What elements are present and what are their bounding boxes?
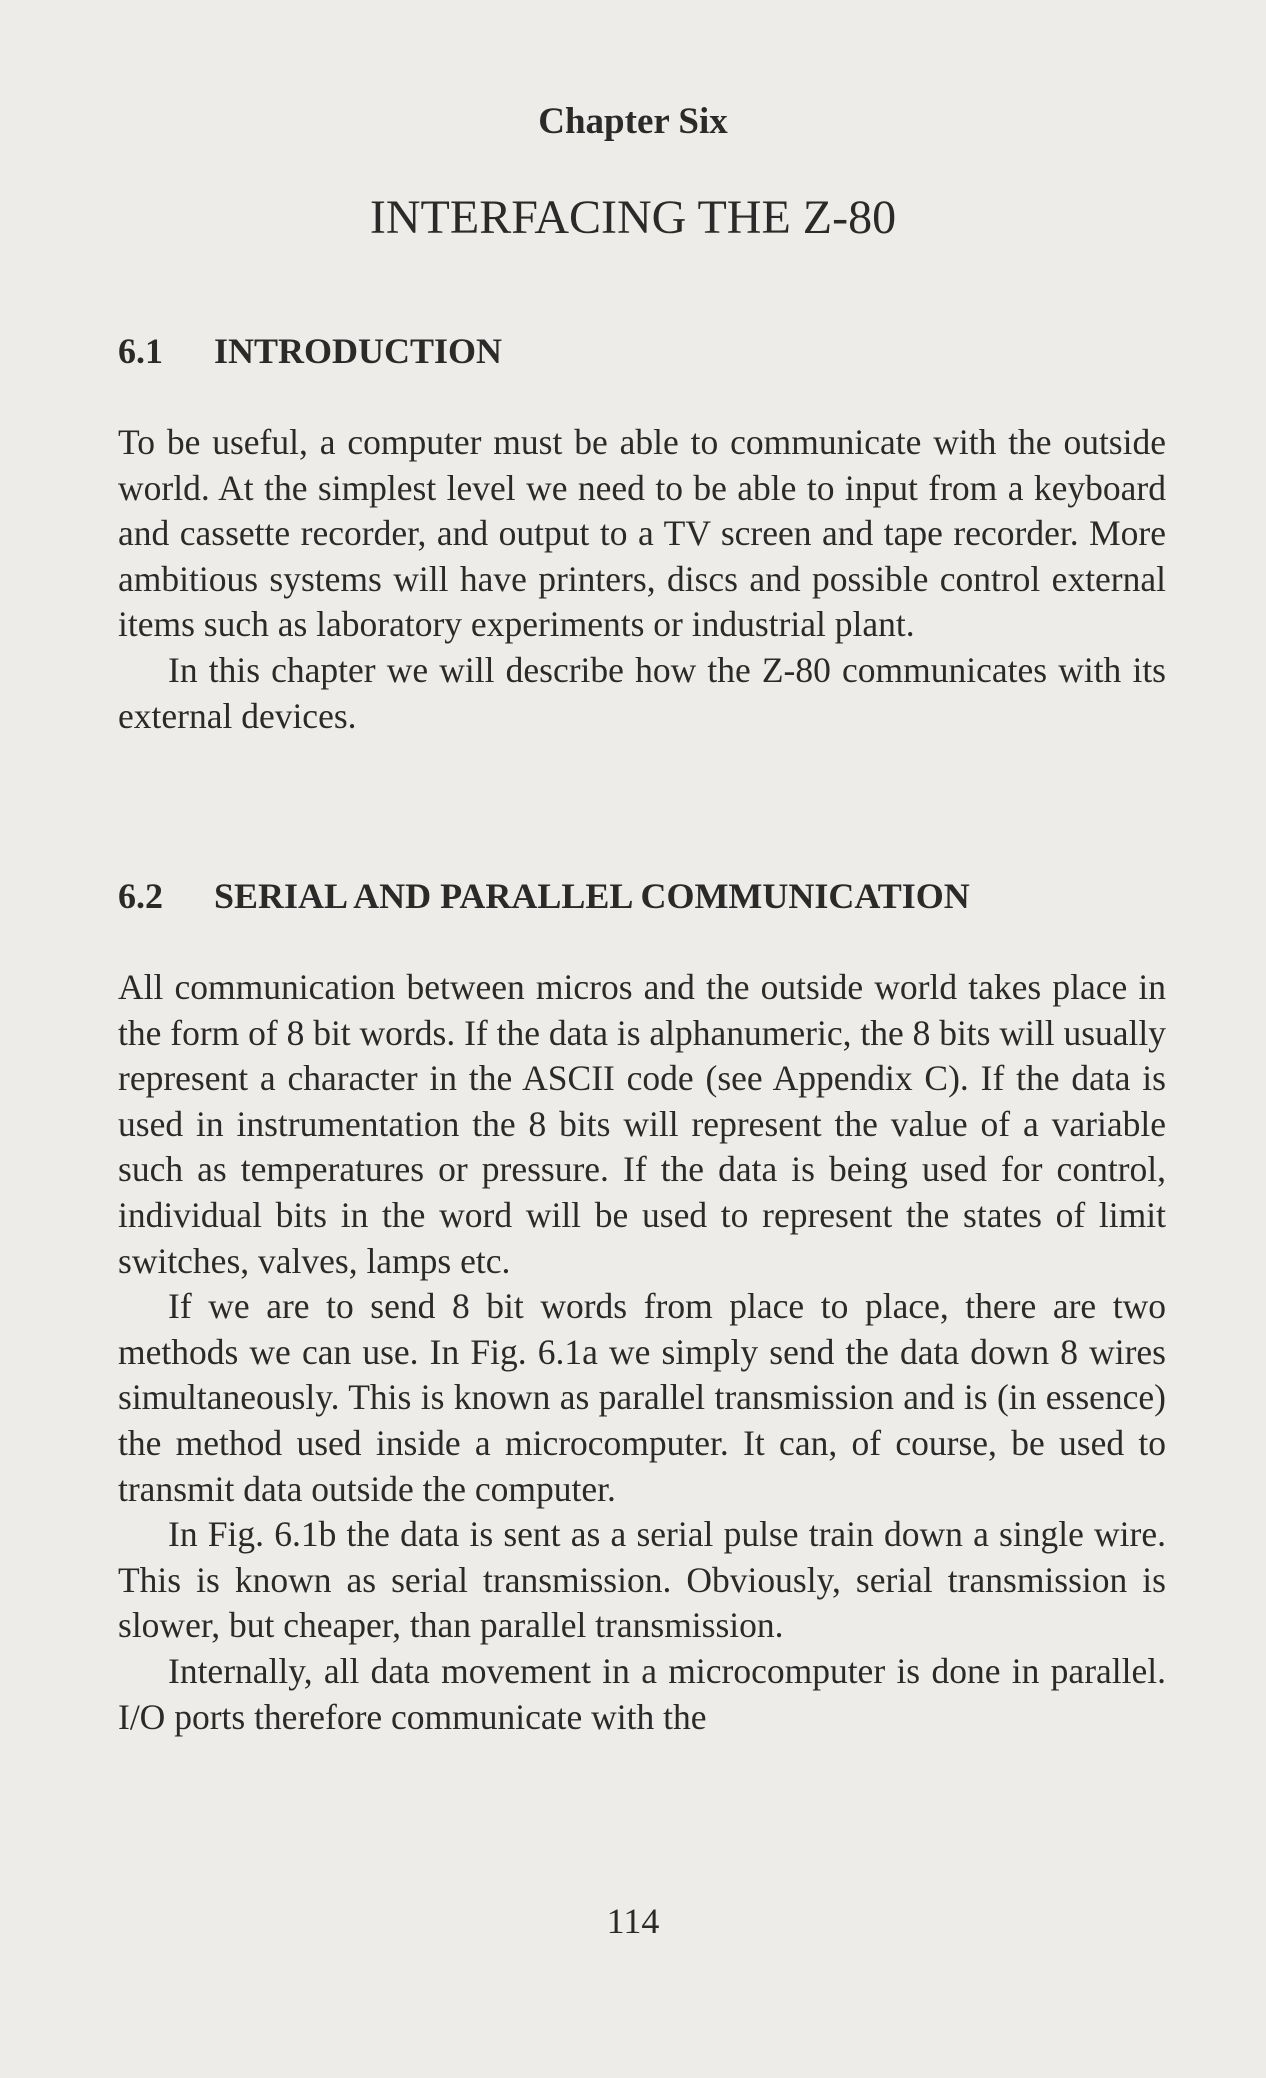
section-heading-6-2: [118, 875, 1168, 917]
section-title: INTRODUCTION: [214, 331, 503, 371]
section-number: 6.1: [118, 331, 163, 371]
paragraph: Internally, all data movement in a microcomputer is done in parallel. I/O ports therefore communicate with the: [118, 1650, 1166, 1737]
chapter-label: Chapter Six: [538, 101, 728, 142]
paragraph: All communication between micros and the outside world takes place in the form of 8 bit words. If the data is alphanumeric, the 8 bits will usually represent a character in the ASCII code (see Appendix C). If the data is used in instrumentation the 8 bits will represent the value of a variable such as temperatures or pressure. If the data is being used for control, individual bits in the word will be used to represent the states of limit switches, valves, lamps etc.: [118, 967, 1167, 1281]
paragraph: In this chapter we will describe how the Z-80 communicates with its external devices.: [118, 649, 1166, 736]
section-body-6-2: [118, 965, 1166, 1740]
section-title: SERIAL AND PARALLEL COMMUNICATION: [214, 876, 970, 916]
page-number: 114: [606, 1901, 660, 1941]
paragraph: In Fig. 6.1b the data is sent as a serial pulse train down a single wire. This is known as serial transmission. Obviously, serial transmission is slower, but cheaper, than parallel transmission.: [118, 1514, 1166, 1646]
chapter-title: INTERFACING THE Z-80: [369, 191, 897, 244]
paragraph: To be useful, a computer must be able to communicate with the outside world. At the simplest level we need to be able to input from a keyboard and cassette recorder, and output to a TV screen and tape recorder. More ambitious systems will have printers, discs and possible control external items such as laboratory experiments or industrial plant.: [118, 422, 1166, 645]
section-heading-6-1: [118, 330, 1168, 372]
section-number: 6.2: [118, 876, 163, 916]
section-body-6-1: [118, 420, 1166, 739]
paragraph: If we are to send 8 bit words from place to place, there are two methods we can use. In Fig. 6.1a we simply send the data down 8 wires simultaneously. This is known as parallel transmission and is (in essence) the method used inside a microcomputer. It can, of course, be used to transmit data outside the computer.: [118, 1286, 1166, 1509]
